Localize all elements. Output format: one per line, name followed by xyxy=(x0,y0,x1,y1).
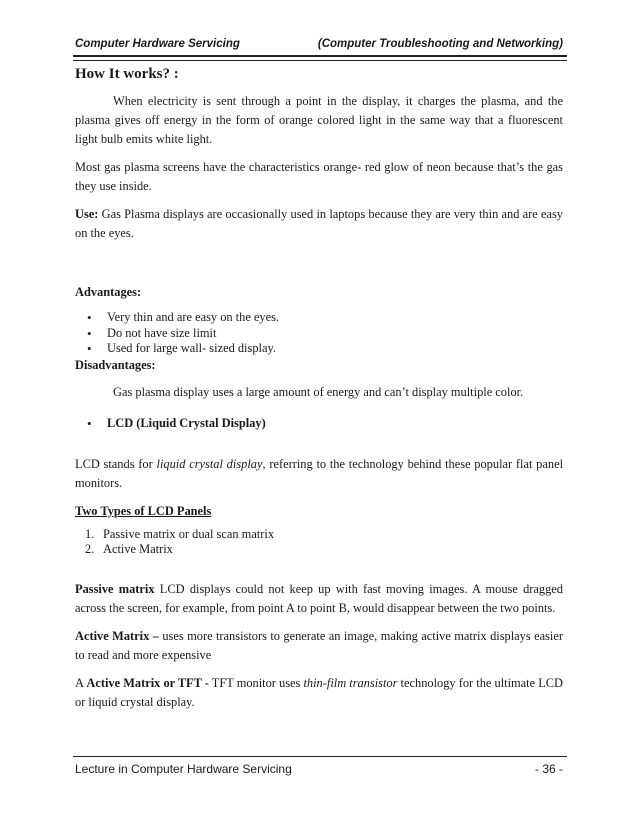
list-item xyxy=(85,414,563,433)
disadvantages-text: Gas plasma display uses a large amount of energy and can’t display multiple color. xyxy=(113,384,524,399)
header-right-title: (Computer Troubleshooting and Networking) xyxy=(317,38,563,50)
paragraph-tft: A Active Matrix or TFT - TFT monitor uses thin-film transistor technology for the ultimate LCD or liquid crystal display. xyxy=(75,675,563,709)
lcd-types-heading: Two Types of LCD Panels xyxy=(75,503,212,518)
header-rule-thick xyxy=(73,55,567,57)
list-item: 2. Active Matrix xyxy=(85,542,173,556)
advantages-heading: Advantages: xyxy=(75,285,142,299)
header-rule-thin xyxy=(73,60,567,61)
section-heading-how-it-works: How It works? : xyxy=(75,66,179,82)
paragraph-plasma-glow: Most gas plasma screens have the characteristics orange- red glow of neon because that’s the gas they use inside. xyxy=(75,160,563,193)
footer-lecture-title: Lecture in Computer Hardware Servicing xyxy=(75,762,292,776)
disadvantages-heading: Disadvantages: xyxy=(75,357,156,372)
list-item: • Used for large wall- sized display. xyxy=(87,341,276,356)
use-text: Gas Plasma displays are occasionally used in laptops because they are very thin and are easy on the eyes. xyxy=(75,207,563,240)
use-label: Use: xyxy=(75,207,99,221)
bullet-icon: • xyxy=(87,325,92,341)
paragraph-active-matrix: Active Matrix – uses more transistors to generate an image, making active matrix displays easier to read and more expensive xyxy=(75,628,563,662)
page-content xyxy=(75,63,563,712)
bullet-icon: • xyxy=(87,415,92,431)
lcd-term: liquid crystal display xyxy=(156,456,263,471)
paragraph-use xyxy=(75,205,563,243)
lcd-heading: LCD (Liquid Crystal Display) xyxy=(107,415,266,430)
header-left-title: Computer Hardware Servicing xyxy=(75,38,240,50)
advantages-list xyxy=(75,310,563,357)
list-item: • Do not have size limit xyxy=(87,325,217,341)
bullet-icon: • xyxy=(87,310,92,325)
bullet-icon: • xyxy=(87,341,92,356)
paragraph-plasma-charge: When electricity is sent through a point in the display, it charges the plasma, and the plasma gives off energy in the form of orange colored light in the same way that a fluorescent light bulb emits white light. xyxy=(75,94,563,146)
footer-rule xyxy=(73,756,567,757)
paragraph-passive-matrix: Passive matrix LCD displays could not keep up with fast moving images. A mouse dragged across the screen, for example, from point A to point B, would disappear between the two points. xyxy=(75,581,563,615)
lcd-types-list xyxy=(75,527,563,558)
list-item: • Very thin and are easy on the eyes. xyxy=(87,310,280,325)
paragraph-lcd-intro: LCD stands for liquid crystal display, referring to the technology behind these popular flat panel monitors. xyxy=(75,456,564,490)
lcd-bullet xyxy=(75,414,563,433)
page-number: - 36 - xyxy=(534,762,563,776)
list-item: 1. Passive matrix or dual scan matrix xyxy=(85,526,275,541)
